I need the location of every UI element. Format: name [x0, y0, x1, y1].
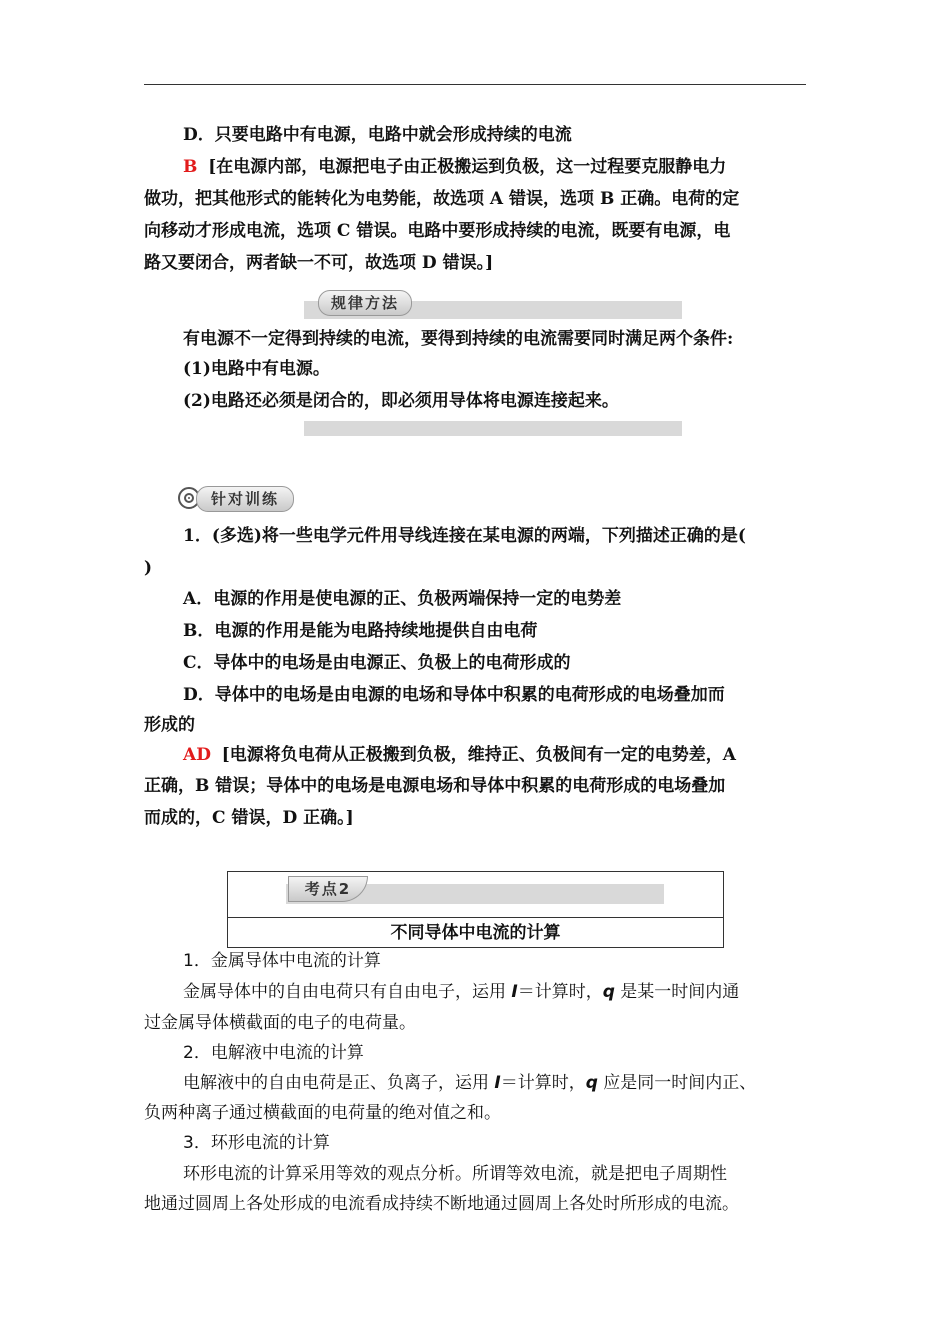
answer-line-1	[183, 156, 726, 178]
option-b: B．电源的作用是能为电路持续地提供自由电荷	[183, 621, 538, 641]
answer-letter: B	[183, 157, 198, 177]
section-text: 地通过圆周上各处形成的电流看成持续不断地通过圆周上各处时所形成的电流。	[144, 1194, 739, 1214]
method-text: (1)电路中有电源。	[183, 359, 330, 379]
text-fragment: 电解液中的自由电荷是正、负离子，运用	[183, 1073, 495, 1093]
header-rule	[144, 84, 806, 85]
option-d: 形成的	[144, 715, 195, 735]
text-fragment: ＝计算时，	[500, 1073, 586, 1093]
variable-i: I	[494, 1073, 501, 1093]
section-title: 2．电解液中电流的计算	[183, 1043, 364, 1063]
variable-i: I	[511, 982, 518, 1002]
option-d-text: D．只要电路中有电源，电路中就会形成持续的电流	[183, 125, 572, 145]
practice-label: 针对训练	[196, 486, 294, 512]
explanation-text: 正确，B 错误；导体中的电场是电源电场和导体中积累的电荷形成的电场叠加	[144, 776, 726, 796]
section-title: 1．金属导体中电流的计算	[183, 951, 381, 971]
explanation-text: 而成的，C 错误，D 正确。]	[144, 808, 354, 828]
question-text: 1．(多选)将一些电学元件用导线连接在某电源的两端，下列描述正确的是(	[183, 526, 746, 546]
method-text: (2)电路还必须是闭合的，即必须用导体将电源连接起来。	[183, 391, 619, 411]
answer-letter: AD	[183, 745, 211, 765]
section-text	[183, 981, 739, 1003]
option-c: C．导体中的电场是由电源正、负极上的电荷形成的	[183, 653, 571, 673]
section-title: 3．环形电流的计算	[183, 1133, 330, 1153]
section-text: 负两种离子通过横截面的电荷量的绝对值之和。	[144, 1103, 501, 1123]
section-text: 过金属导体横截面的电子的电荷量。	[144, 1013, 416, 1033]
explanation-text: [在电源内部，电源把电子由正极搬运到负极，这一过程要克服静电力	[208, 157, 727, 177]
text-fragment: ＝计算时，	[517, 982, 603, 1002]
method-footer-bar	[304, 421, 682, 436]
question-text: )	[144, 558, 153, 578]
topic-title: 不同导体中电流的计算	[228, 917, 723, 949]
explanation-text: 路又要闭合，两者缺一不可，故选项 D 错误。]	[144, 253, 494, 273]
method-text: 有电源不一定得到持续的电流，要得到持续的电流需要同时满足两个条件:	[183, 329, 734, 349]
topic-box	[227, 871, 724, 948]
method-label: 规律方法	[318, 290, 412, 316]
explanation-text: 做功，把其他形式的能转化为电势能，故选项 A 错误，选项 B 正确。电荷的定	[144, 189, 740, 209]
option-d: D．导体中的电场是由电源的电场和导体中积累的电荷形成的电场叠加而	[183, 685, 725, 705]
option-a: A．电源的作用是使电源的正、负极两端保持一定的电势差	[183, 589, 622, 609]
explanation-text: 向移动才形成电流，选项 C 错误。电路中要形成持续的电流，既要有电源，电	[144, 221, 731, 241]
topic-label: 考点2	[288, 876, 368, 902]
variable-q: q	[602, 982, 615, 1002]
answer-line-1	[183, 744, 736, 766]
variable-q: q	[585, 1073, 598, 1093]
explanation-text: [电源将负电荷从正极搬到负极，维持正、负极间有一定的电势差，A	[221, 745, 736, 765]
section-text	[183, 1072, 756, 1094]
text-fragment: 金属导体中的自由电荷只有自由电子，运用	[183, 982, 512, 1002]
text-fragment: 应是同一时间内正、	[597, 1073, 757, 1093]
section-text: 环形电流的计算采用等效的观点分析。所谓等效电流，就是把电子周期性	[183, 1164, 727, 1184]
text-fragment: 是某一时间内通	[614, 982, 740, 1002]
